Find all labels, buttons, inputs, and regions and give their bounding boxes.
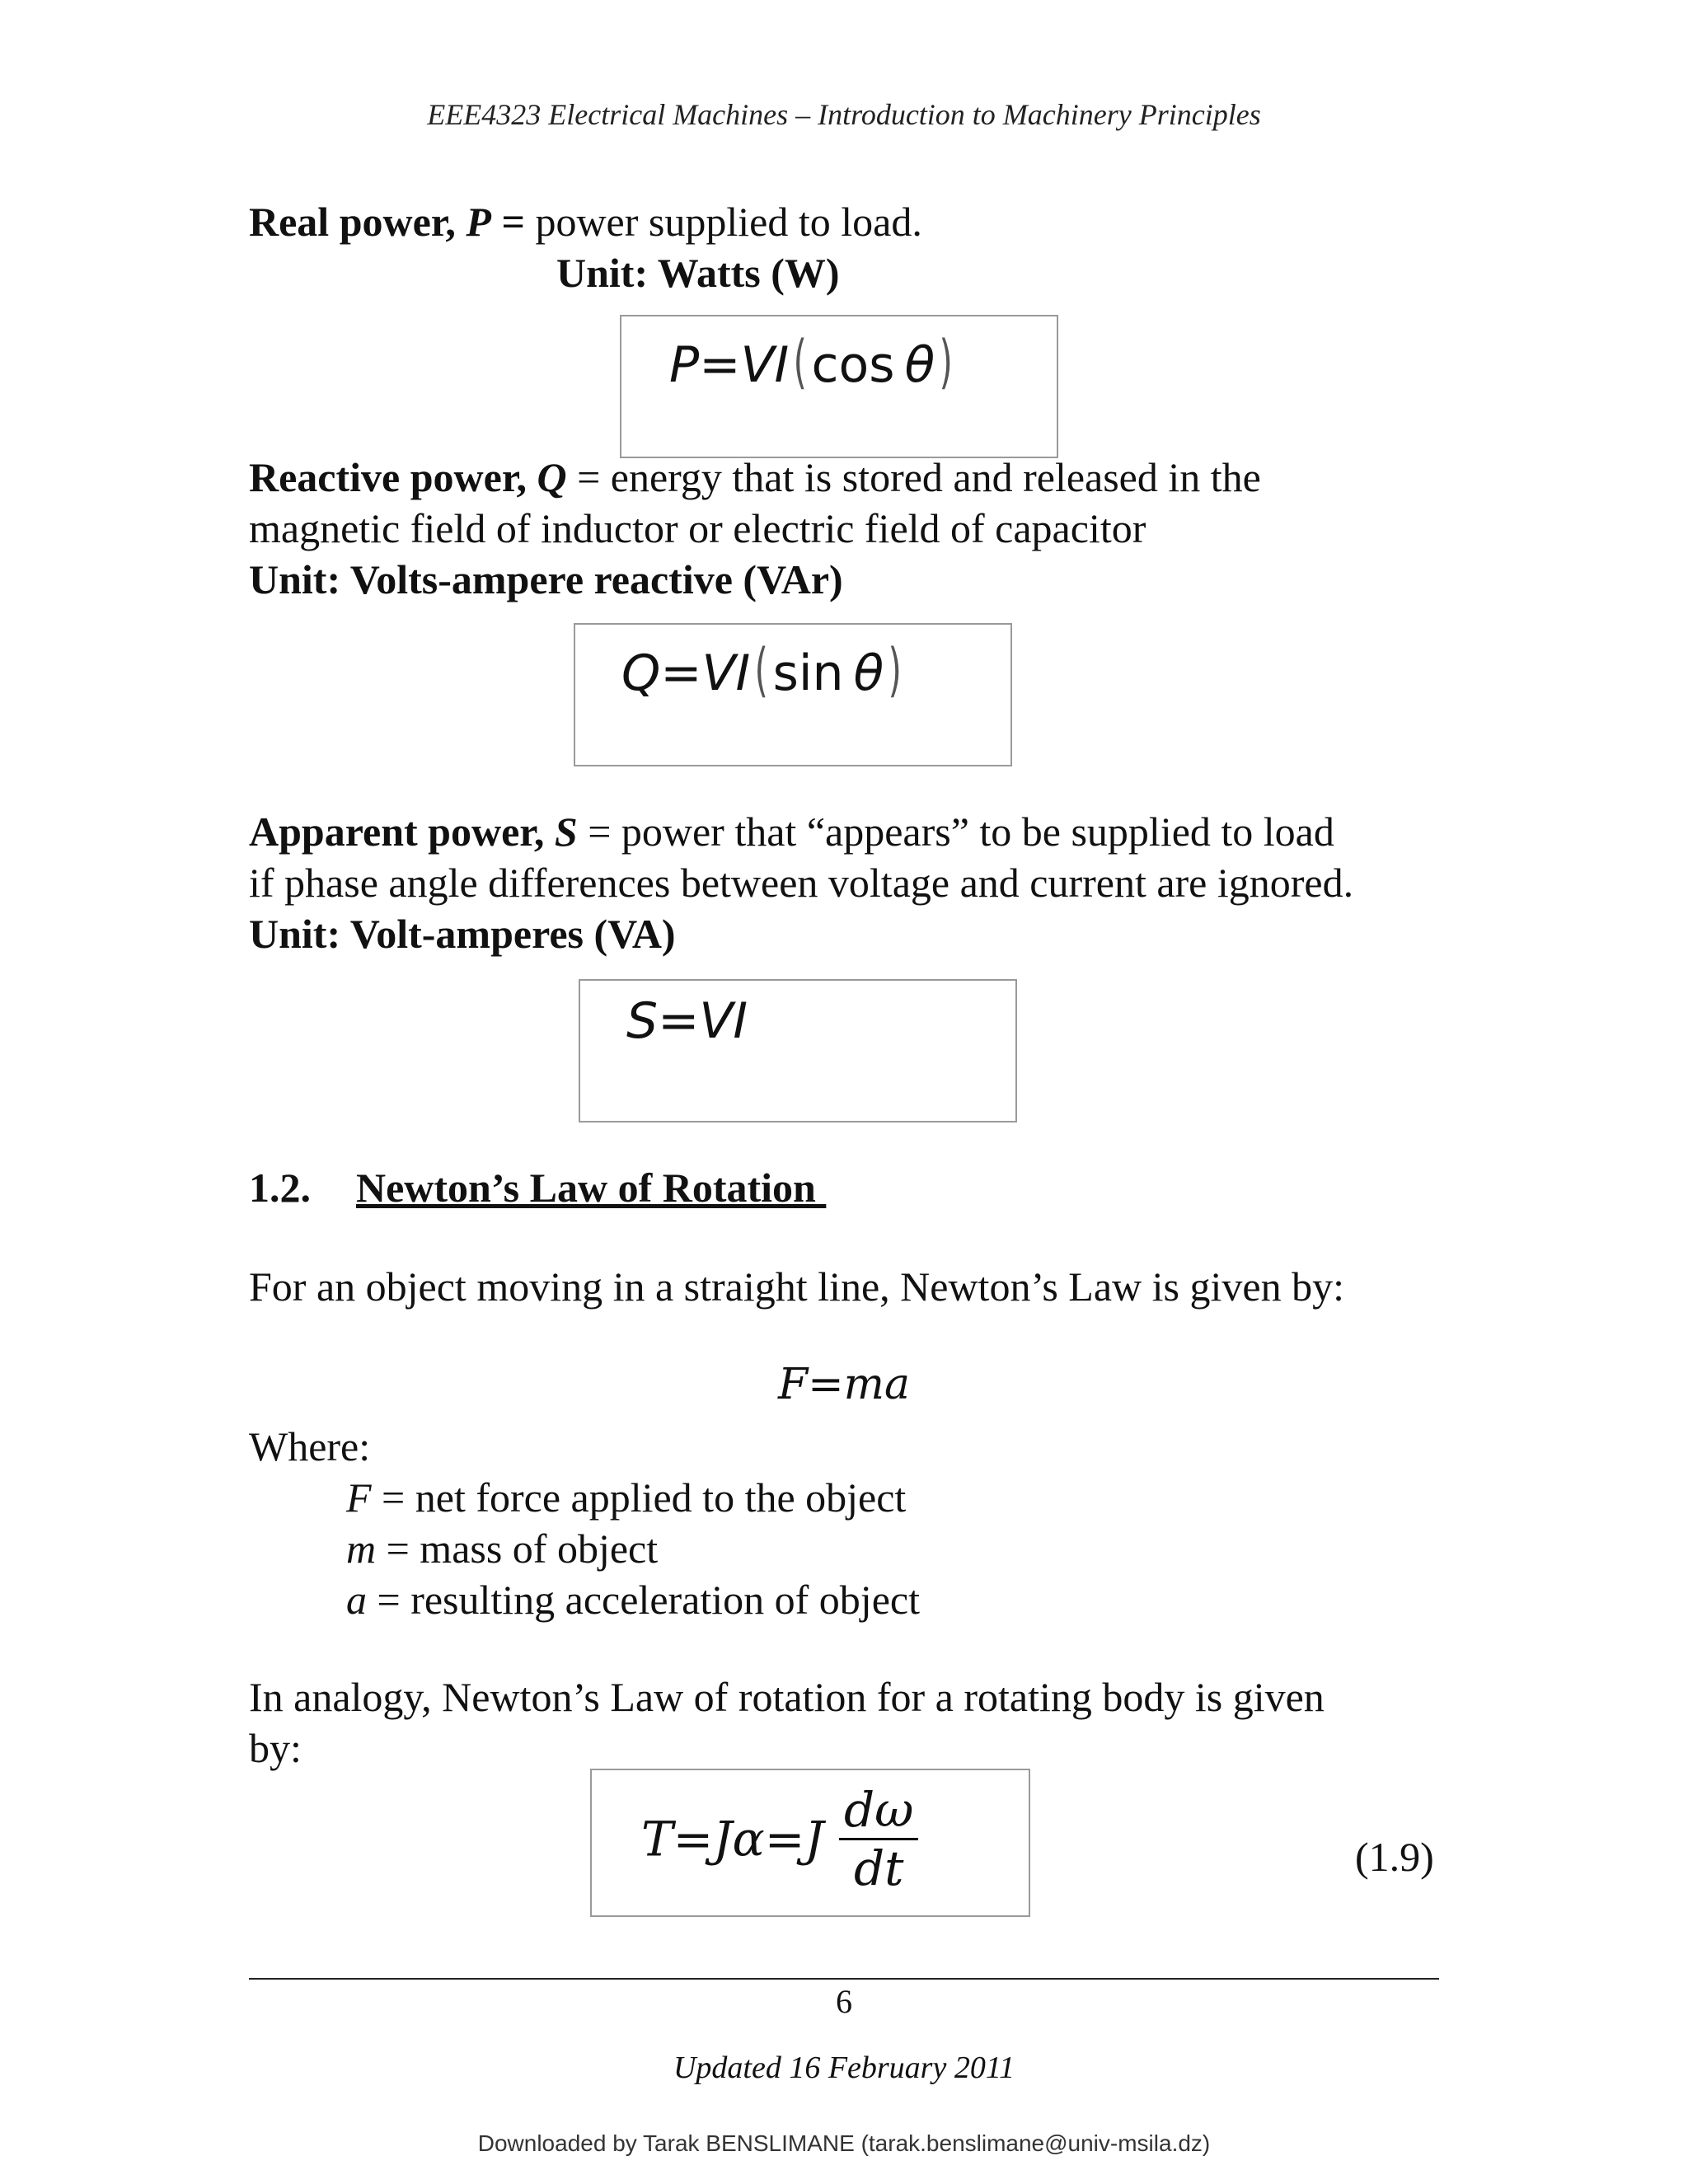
reactive-power-unit: Unit: Volts-ampere reactive (VAr) (249, 556, 843, 602)
eq-s-op: = (658, 992, 700, 1050)
apparent-power-definition-line1 (249, 806, 1334, 857)
where-label: Where: (249, 1423, 371, 1469)
page-number: 6 (836, 1983, 852, 2020)
apparent-power-equation-box (579, 979, 1017, 1122)
updated-date: Updated 16 February 2011 (673, 2050, 1015, 2085)
eq-q-rparen: ) (888, 636, 903, 704)
real-power-definition (249, 196, 922, 247)
apparent-power-definition-line2: if phase angle differences between voltage and current are ignored. (249, 860, 1354, 906)
definition-mass-symbol: m (346, 1526, 377, 1572)
definition-mass (346, 1523, 658, 1574)
eq-p-vi: VI (740, 336, 790, 394)
real-power-desc: power supplied to load. (535, 199, 922, 245)
eq-p-lparen: ( (793, 328, 808, 396)
apparent-power-symbol: S (554, 808, 578, 855)
newton-rotation-equation-box (590, 1769, 1030, 1917)
real-power-equation (669, 328, 958, 396)
newton-rotation-intro-line1: In analogy, Newton’s Law of rotation for a rotating body is given (249, 1674, 1325, 1720)
eq-p-op: = (699, 336, 741, 394)
real-power-equation-box (620, 315, 1058, 458)
reactive-power-symbol: Q (537, 454, 567, 500)
apparent-power-unit: Unit: Volt-amperes (VA) (249, 911, 676, 957)
eq-q-theta: θ (853, 644, 884, 702)
reactive-power-label: Reactive power, (249, 454, 537, 500)
definition-force (346, 1472, 906, 1523)
eq-p-rparen: ) (939, 328, 954, 396)
apparent-power-equation (626, 992, 748, 1050)
download-notice: Downloaded by Tarak BENSLIMANE (tarak.benslimane@univ-msila.dz) (477, 2130, 1211, 2156)
reactive-power-definition-line2: magnetic field of inductor or electric field of capacitor (249, 505, 1146, 551)
document-header: EEE4323 Electrical Machines – Introduction to Machinery Principles (427, 98, 1261, 131)
eq-rot-lhs: T=Jα=J (641, 1811, 824, 1868)
eq-q-op: = (660, 644, 702, 702)
definition-mass-text: = mass of object (376, 1526, 659, 1572)
equation-number: (1.9) (1355, 1834, 1434, 1880)
eq-rot-denominator: dt (854, 1840, 904, 1896)
eq-p-fn: cos (811, 336, 895, 394)
eq-p-theta: θ (904, 336, 935, 394)
eq-q-lhs: Q (621, 644, 661, 702)
real-power-label: Real power, (249, 199, 467, 245)
newton-rotation-equation (641, 1783, 918, 1895)
section-number: 1.2. (249, 1165, 311, 1211)
reactive-power-equation-box (574, 623, 1012, 766)
reactive-power-equation (621, 636, 907, 704)
eq-rot-numerator: dω (844, 1782, 914, 1838)
definition-force-symbol: F (346, 1474, 372, 1521)
eq-q-fn: sin (772, 644, 844, 702)
definition-acceleration-symbol: a (346, 1577, 367, 1623)
newton-rotation-intro-line2: by: (249, 1725, 302, 1771)
apparent-power-label: Apparent power, (249, 808, 555, 855)
eq-q-vi: VI (701, 644, 751, 702)
real-power-unit: Unit: Watts (W) (556, 250, 840, 296)
section-title: Newton’s Law of Rotation (356, 1165, 827, 1211)
eq-s-vi: VI (699, 992, 748, 1050)
real-power-symbol: P (466, 199, 491, 245)
newton-linear-equation: F=ma (778, 1360, 910, 1409)
footer-rule (249, 1978, 1439, 1980)
eq-rot-fraction (839, 1783, 918, 1895)
apparent-power-desc-1: = power that “appears” to be supplied to load (577, 808, 1334, 855)
real-power-equals: = (490, 199, 536, 245)
definition-acceleration (346, 1574, 920, 1625)
eq-p-lhs: P (669, 336, 700, 394)
definition-force-text: = net force applied to the object (371, 1474, 907, 1521)
newton-linear-intro: For an object moving in a straight line, Newton’s Law is given by: (249, 1263, 1344, 1310)
reactive-power-definition-line1 (249, 452, 1261, 503)
reactive-power-desc-1: = energy that is stored and released in the (566, 454, 1261, 500)
eq-q-lparen: ( (754, 636, 769, 704)
eq-s-lhs: S (626, 992, 659, 1050)
definition-acceleration-text: = resulting acceleration of object (367, 1577, 920, 1623)
